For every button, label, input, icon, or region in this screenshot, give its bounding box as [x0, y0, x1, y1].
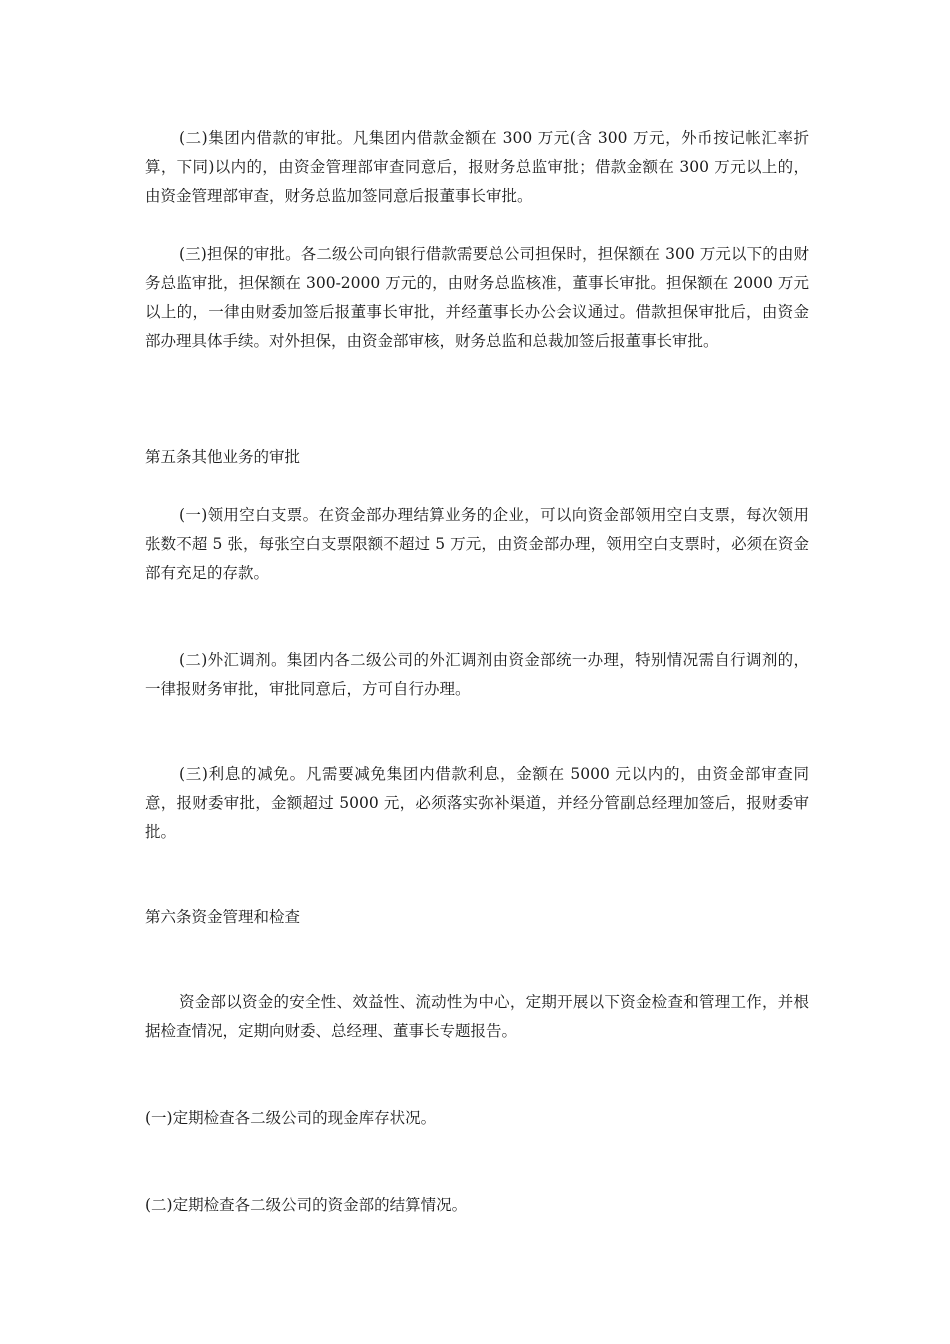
paragraph-intragroup-loan-approval: (二)集团内借款的审批。凡集团内借款金额在 300 万元(含 300 万元，外币按记帐汇率折算，下同)以内的，由资金管理部审查同意后，报财务总监审批；借款金额在 300 万元以上的，由资金管理部审查，财务总监加签同意后报董事长审批。 — [145, 129, 809, 205]
heading-article-six: 第六条资金管理和检查 — [145, 908, 301, 926]
list-item-cash-inventory: (一)定期检查各二级公司的现金库存状况。 — [145, 1109, 437, 1127]
paragraph-interest-waiver: (三)利息的减免。凡需要减免集团内借款利息，金额在 5000 元以内的，由资金部审查同意，报财委审批，金额超过 5000 元，必须落实弥补渠道，并经分管副总经理加签后，报财委审批。 — [145, 765, 809, 841]
list-item-settlement-check: (二)定期检查各二级公司的资金部的结算情况。 — [145, 1196, 468, 1214]
heading-article-five: 第五条其他业务的审批 — [145, 448, 301, 466]
paragraph-blank-cheque: (一)领用空白支票。在资金部办理结算业务的企业，可以向资金部领用空白支票，每次领用张数不超 5 张，每张空白支票限额不超过 5 万元，由资金部办理，领用空白支票时，必须在资金部有充足的存款。 — [145, 506, 809, 582]
paragraph-guarantee-approval: (三)担保的审批。各二级公司向银行借款需要总公司担保时，担保额在 300 万元以下的由财务总监审批，担保额在 300-2000 万元的，由财务总监核准，董事长审批。担保额在 2000 万元以上的，一律由财委加签后报董事长审批，并经董事长办公会议通过。借款担保审批后，由资金部办理具体手续。对外担保，由资金部审核，财务总监和总裁加签后报董事长审批。 — [145, 245, 809, 350]
paragraph-forex-adjustment: (二)外汇调剂。集团内各二级公司的外汇调剂由资金部统一办理，特别情况需自行调剂的，一律报财务审批，审批同意后，方可自行办理。 — [145, 651, 809, 698]
paragraph-fund-inspection-intro: 资金部以资金的安全性、效益性、流动性为中心，定期开展以下资金检查和管理工作，并根据检查情况，定期向财委、总经理、董事长专题报告。 — [145, 993, 809, 1040]
